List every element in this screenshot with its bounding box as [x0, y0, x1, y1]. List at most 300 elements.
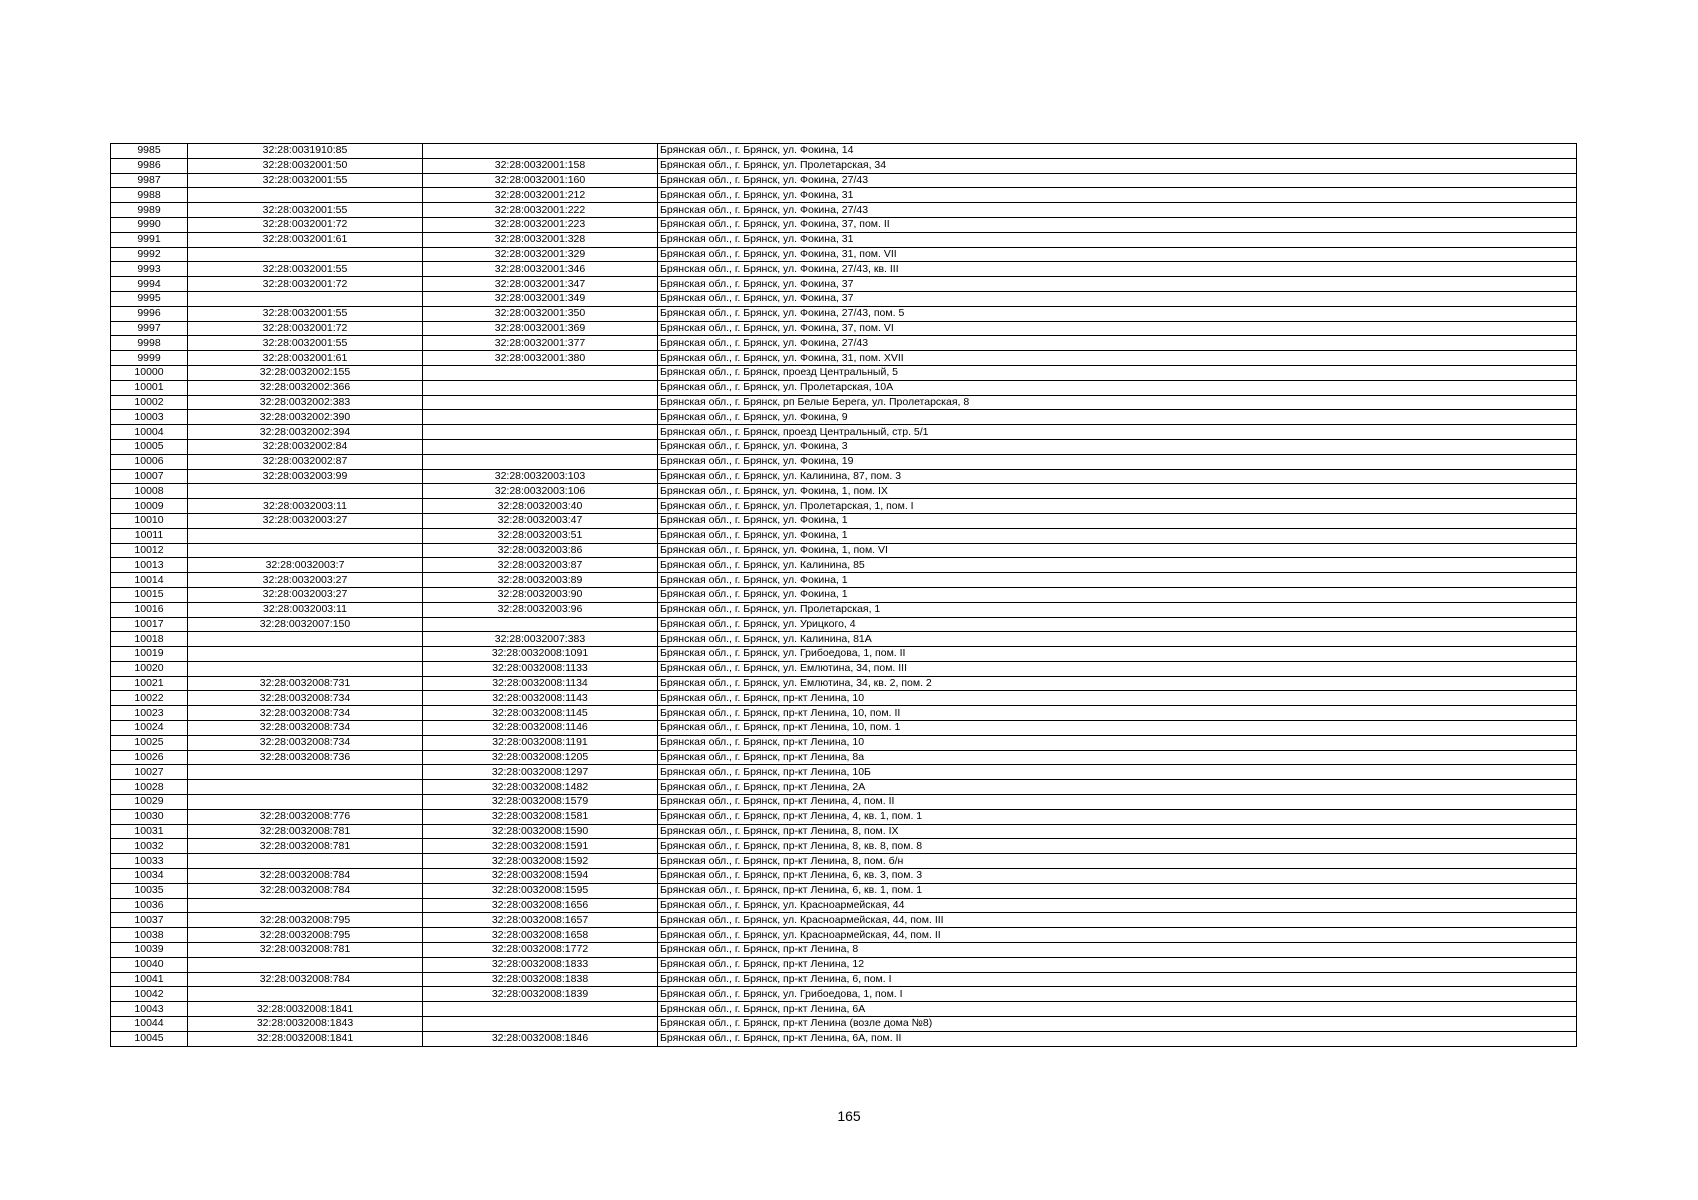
parcel-number-cell: 32:28:0032001:72: [188, 217, 423, 232]
row-number-cell: 9987: [111, 173, 188, 188]
row-number-cell: 10040: [111, 957, 188, 972]
address-cell: Брянская обл., г. Брянск, ул. Красноармейская, 44, пом. II: [658, 928, 1577, 943]
parcel-number-cell: 32:28:0032002:366: [188, 380, 423, 395]
row-number-cell: 10042: [111, 987, 188, 1002]
row-number-cell: 10001: [111, 380, 188, 395]
object-number-cell: 32:28:0032001:223: [423, 217, 658, 232]
row-number-cell: 9999: [111, 351, 188, 366]
address-cell: Брянская обл., г. Брянск, ул. Калинина, 81А: [658, 632, 1577, 647]
parcel-number-cell: 32:28:0032008:1841: [188, 1031, 423, 1046]
address-cell: Брянская обл., г. Брянск, ул. Емлютина, 34, кв. 2, пом. 2: [658, 676, 1577, 691]
table-row: [111, 869, 1577, 884]
object-number-cell: 32:28:0032001:329: [423, 247, 658, 262]
address-cell: Брянская обл., г. Брянск, пр-кт Ленина, 12: [658, 957, 1577, 972]
table-row: [111, 528, 1577, 543]
row-number-cell: 10026: [111, 750, 188, 765]
table-row: [111, 336, 1577, 351]
row-number-cell: 10041: [111, 972, 188, 987]
table-row: [111, 587, 1577, 602]
table-row: [111, 425, 1577, 440]
row-number-cell: 10017: [111, 617, 188, 632]
parcel-number-cell: 32:28:0032001:55: [188, 203, 423, 218]
address-cell: Брянская обл., г. Брянск, ул. Пролетарская, 1, пом. I: [658, 499, 1577, 514]
object-number-cell: 32:28:0032001:222: [423, 203, 658, 218]
row-number-cell: 10037: [111, 913, 188, 928]
object-number-cell: [423, 365, 658, 380]
address-cell: Брянская обл., г. Брянск, ул. Фокина, 14: [658, 144, 1577, 159]
table-row: [111, 158, 1577, 173]
table-row: [111, 735, 1577, 750]
object-number-cell: 32:28:0032001:212: [423, 188, 658, 203]
address-cell: Брянская обл., г. Брянск, ул. Пролетарская, 34: [658, 158, 1577, 173]
table-row: [111, 144, 1577, 159]
parcel-number-cell: [188, 661, 423, 676]
object-number-cell: 32:28:0032001:160: [423, 173, 658, 188]
parcel-number-cell: 32:28:0032008:734: [188, 721, 423, 736]
table-row: [111, 824, 1577, 839]
address-cell: Брянская обл., г. Брянск, ул. Фокина, 1, пом. VI: [658, 543, 1577, 558]
row-number-cell: 10014: [111, 573, 188, 588]
object-number-cell: 32:28:0032008:1145: [423, 706, 658, 721]
row-number-cell: 10032: [111, 839, 188, 854]
table-row: [111, 262, 1577, 277]
table-row: [111, 1031, 1577, 1046]
parcel-number-cell: 32:28:0032008:1841: [188, 1002, 423, 1017]
row-number-cell: 9991: [111, 232, 188, 247]
address-cell: Брянская обл., г. Брянск, пр-кт Ленина, 6А, пом. II: [658, 1031, 1577, 1046]
parcel-number-cell: 32:28:0032001:61: [188, 351, 423, 366]
address-cell: Брянская обл., г. Брянск, пр-кт Ленина, 2А: [658, 780, 1577, 795]
row-number-cell: 10018: [111, 632, 188, 647]
table-row: [111, 765, 1577, 780]
table-row: [111, 617, 1577, 632]
address-cell: Брянская обл., г. Брянск, пр-кт Ленина, 10: [658, 691, 1577, 706]
address-cell: Брянская обл., г. Брянск, ул. Фокина, 1, пом. IX: [658, 484, 1577, 499]
parcel-number-cell: [188, 898, 423, 913]
object-number-cell: 32:28:0032008:1146: [423, 721, 658, 736]
parcel-number-cell: 32:28:0032002:383: [188, 395, 423, 410]
row-number-cell: 9996: [111, 306, 188, 321]
parcel-number-cell: 32:28:0032008:795: [188, 913, 423, 928]
table-row: [111, 306, 1577, 321]
object-number-cell: 32:28:0032008:1482: [423, 780, 658, 795]
row-number-cell: 10027: [111, 765, 188, 780]
address-cell: Брянская обл., г. Брянск, пр-кт Ленина, 6, кв. 3, пом. 3: [658, 869, 1577, 884]
object-number-cell: 32:28:0032001:349: [423, 291, 658, 306]
object-number-cell: 32:28:0032003:106: [423, 484, 658, 499]
object-number-cell: 32:28:0032001:380: [423, 351, 658, 366]
table-row: [111, 499, 1577, 514]
address-cell: Брянская обл., г. Брянск, ул. Фокина, 27/43, пом. 5: [658, 306, 1577, 321]
row-number-cell: 10006: [111, 454, 188, 469]
object-number-cell: 32:28:0032008:1134: [423, 676, 658, 691]
table-row: [111, 395, 1577, 410]
row-number-cell: 10043: [111, 1002, 188, 1017]
row-number-cell: 10009: [111, 499, 188, 514]
row-number-cell: 10013: [111, 558, 188, 573]
table-row: [111, 217, 1577, 232]
parcel-number-cell: [188, 957, 423, 972]
address-cell: Брянская обл., г. Брянск, ул. Фокина, 31, пом. XVII: [658, 351, 1577, 366]
parcel-number-cell: [188, 247, 423, 262]
row-number-cell: 10033: [111, 854, 188, 869]
parcel-number-cell: 32:28:0032002:390: [188, 410, 423, 425]
table-row: [111, 573, 1577, 588]
table-row: [111, 484, 1577, 499]
row-number-cell: 10038: [111, 928, 188, 943]
table-body: [111, 144, 1577, 1047]
object-number-cell: [423, 1002, 658, 1017]
object-number-cell: 32:28:0032008:1594: [423, 869, 658, 884]
table-row: [111, 454, 1577, 469]
parcel-number-cell: [188, 484, 423, 499]
table-row: [111, 854, 1577, 869]
row-number-cell: 10016: [111, 602, 188, 617]
row-number-cell: 9990: [111, 217, 188, 232]
table-row: [111, 898, 1577, 913]
parcel-number-cell: 32:28:0032003:99: [188, 469, 423, 484]
parcel-number-cell: 32:28:0032007:150: [188, 617, 423, 632]
address-cell: Брянская обл., г. Брянск, ул. Фокина, 37, пом. II: [658, 217, 1577, 232]
table-row: [111, 365, 1577, 380]
table-row: [111, 987, 1577, 1002]
address-cell: Брянская обл., г. Брянск, пр-кт Ленина, 8, кв. 8, пом. 8: [658, 839, 1577, 854]
parcel-number-cell: [188, 291, 423, 306]
object-number-cell: 32:28:0032008:1772: [423, 943, 658, 958]
address-cell: Брянская обл., г. Брянск, ул. Фокина, 37: [658, 277, 1577, 292]
address-cell: Брянская обл., г. Брянск, ул. Калинина, 85: [658, 558, 1577, 573]
row-number-cell: 10024: [111, 721, 188, 736]
table-row: [111, 232, 1577, 247]
object-number-cell: 32:28:0032003:89: [423, 573, 658, 588]
address-cell: Брянская обл., г. Брянск, ул. Фокина, 31: [658, 188, 1577, 203]
address-cell: Брянская обл., г. Брянск, пр-кт Ленина, 4, пом. II: [658, 795, 1577, 810]
object-number-cell: 32:28:0032003:51: [423, 528, 658, 543]
object-number-cell: 32:28:0032001:350: [423, 306, 658, 321]
parcel-number-cell: 32:28:0032008:731: [188, 676, 423, 691]
table-row: [111, 928, 1577, 943]
object-number-cell: 32:28:0032001:377: [423, 336, 658, 351]
parcel-number-cell: 32:28:0032001:72: [188, 277, 423, 292]
object-number-cell: 32:28:0032001:328: [423, 232, 658, 247]
parcel-number-cell: 32:28:0032008:734: [188, 706, 423, 721]
table-row: [111, 957, 1577, 972]
row-number-cell: 9986: [111, 158, 188, 173]
address-cell: Брянская обл., г. Брянск, ул. Фокина, 37, пом. VI: [658, 321, 1577, 336]
table-row: [111, 809, 1577, 824]
parcel-number-cell: [188, 780, 423, 795]
table-row: [111, 839, 1577, 854]
object-number-cell: 32:28:0032003:86: [423, 543, 658, 558]
table-row: [111, 513, 1577, 528]
row-number-cell: 10008: [111, 484, 188, 499]
object-number-cell: [423, 425, 658, 440]
row-number-cell: 10031: [111, 824, 188, 839]
object-number-cell: [423, 454, 658, 469]
row-number-cell: 9989: [111, 203, 188, 218]
address-cell: Брянская обл., г. Брянск, ул. Фокина, 27/43: [658, 203, 1577, 218]
parcel-number-cell: 32:28:0032003:27: [188, 573, 423, 588]
row-number-cell: 10028: [111, 780, 188, 795]
object-number-cell: 32:28:0032008:1657: [423, 913, 658, 928]
address-cell: Брянская обл., г. Брянск, ул. Фокина, 31, пом. VII: [658, 247, 1577, 262]
table-row: [111, 203, 1577, 218]
parcel-number-cell: 32:28:0032003:7: [188, 558, 423, 573]
table-row: [111, 1017, 1577, 1032]
address-cell: Брянская обл., г. Брянск, проезд Центральный, стр. 5/1: [658, 425, 1577, 440]
object-number-cell: 32:28:0032008:1658: [423, 928, 658, 943]
address-cell: Брянская обл., г. Брянск, пр-кт Ленина, 8, пом. IX: [658, 824, 1577, 839]
parcel-number-cell: [188, 528, 423, 543]
parcel-number-cell: 32:28:0032008:1843: [188, 1017, 423, 1032]
row-number-cell: 10039: [111, 943, 188, 958]
page-number: 165: [837, 1108, 861, 1124]
parcel-number-cell: [188, 987, 423, 1002]
object-number-cell: 32:28:0032001:346: [423, 262, 658, 277]
row-number-cell: 10020: [111, 661, 188, 676]
parcel-number-cell: 32:28:0032002:155: [188, 365, 423, 380]
object-number-cell: 32:28:0032008:1591: [423, 839, 658, 854]
address-cell: Брянская обл., г. Брянск, ул. Фокина, 27/43, кв. III: [658, 262, 1577, 277]
table-row: [111, 913, 1577, 928]
parcel-number-cell: 32:28:0032008:784: [188, 869, 423, 884]
object-number-cell: [423, 617, 658, 632]
object-number-cell: 32:28:0032008:1297: [423, 765, 658, 780]
table-row: [111, 247, 1577, 262]
table-row: [111, 780, 1577, 795]
address-cell: Брянская обл., г. Брянск, ул. Фокина, 1: [658, 573, 1577, 588]
parcel-number-cell: 32:28:0032008:734: [188, 691, 423, 706]
address-cell: Брянская обл., г. Брянск, пр-кт Ленина, 8: [658, 943, 1577, 958]
address-cell: Брянская обл., г. Брянск, пр-кт Ленина, 4, кв. 1, пом. 1: [658, 809, 1577, 824]
table-row: [111, 883, 1577, 898]
object-number-cell: 32:28:0032008:1833: [423, 957, 658, 972]
object-number-cell: 32:28:0032008:1592: [423, 854, 658, 869]
row-number-cell: 10022: [111, 691, 188, 706]
table-row: [111, 795, 1577, 810]
address-cell: Брянская обл., г. Брянск, ул. Емлютина, 34, пом. III: [658, 661, 1577, 676]
parcel-number-cell: 32:28:0032001:55: [188, 173, 423, 188]
object-number-cell: [423, 144, 658, 159]
table-row: [111, 558, 1577, 573]
address-cell: Брянская обл., г. Брянск, пр-кт Ленина, 8а: [658, 750, 1577, 765]
table-row: [111, 380, 1577, 395]
parcel-number-cell: 32:28:0032003:11: [188, 499, 423, 514]
row-number-cell: 9994: [111, 277, 188, 292]
row-number-cell: 10007: [111, 469, 188, 484]
table-row: [111, 647, 1577, 662]
parcel-number-cell: 32:28:0032008:781: [188, 943, 423, 958]
table-row: [111, 469, 1577, 484]
parcel-number-cell: 32:28:0032001:55: [188, 262, 423, 277]
object-number-cell: 32:28:0032008:1590: [423, 824, 658, 839]
parcel-number-cell: 32:28:0032001:72: [188, 321, 423, 336]
table-row: [111, 632, 1577, 647]
table-row: [111, 543, 1577, 558]
table-row: [111, 1002, 1577, 1017]
object-number-cell: 32:28:0032008:1579: [423, 795, 658, 810]
object-number-cell: 32:28:0032003:87: [423, 558, 658, 573]
parcel-number-cell: 32:28:0032003:11: [188, 602, 423, 617]
object-number-cell: 32:28:0032003:103: [423, 469, 658, 484]
address-cell: Брянская обл., г. Брянск, пр-кт Ленина, 10, пом. II: [658, 706, 1577, 721]
address-cell: Брянская обл., г. Брянск, рп Белые Берега, ул. Пролетарская, 8: [658, 395, 1577, 410]
address-cell: Брянская обл., г. Брянск, ул. Фокина, 19: [658, 454, 1577, 469]
address-cell: Брянская обл., г. Брянск, пр-кт Ленина, 10, пом. 1: [658, 721, 1577, 736]
row-number-cell: 10012: [111, 543, 188, 558]
parcel-number-cell: [188, 765, 423, 780]
object-number-cell: 32:28:0032001:347: [423, 277, 658, 292]
row-number-cell: 10019: [111, 647, 188, 662]
row-number-cell: 9997: [111, 321, 188, 336]
object-number-cell: 32:28:0032008:1846: [423, 1031, 658, 1046]
table-row: [111, 661, 1577, 676]
address-cell: Брянская обл., г. Брянск, пр-кт Ленина, 6, кв. 1, пом. 1: [658, 883, 1577, 898]
address-cell: Брянская обл., г. Брянск, ул. Фокина, 27/43: [658, 173, 1577, 188]
object-number-cell: 32:28:0032003:90: [423, 587, 658, 602]
parcel-number-cell: [188, 795, 423, 810]
row-number-cell: 10030: [111, 809, 188, 824]
table-row: [111, 676, 1577, 691]
table-row: [111, 351, 1577, 366]
table-row: [111, 439, 1577, 454]
table-row: [111, 173, 1577, 188]
table-row: [111, 188, 1577, 203]
parcel-number-cell: 32:28:0032008:734: [188, 735, 423, 750]
row-number-cell: 10011: [111, 528, 188, 543]
object-number-cell: 32:28:0032008:1581: [423, 809, 658, 824]
object-number-cell: [423, 1017, 658, 1032]
row-number-cell: 10029: [111, 795, 188, 810]
address-cell: Брянская обл., г. Брянск, пр-кт Ленина, 10: [658, 735, 1577, 750]
row-number-cell: 10044: [111, 1017, 188, 1032]
address-cell: Брянская обл., г. Брянск, пр-кт Ленина, 6А: [658, 1002, 1577, 1017]
row-number-cell: 10005: [111, 439, 188, 454]
address-cell: Брянская обл., г. Брянск, пр-кт Ленина, 8, пом. б/н: [658, 854, 1577, 869]
parcel-number-cell: 32:28:0032008:781: [188, 824, 423, 839]
parcel-number-cell: [188, 647, 423, 662]
parcel-number-cell: 32:28:0032001:50: [188, 158, 423, 173]
row-number-cell: 10015: [111, 587, 188, 602]
parcel-number-cell: [188, 543, 423, 558]
object-number-cell: 32:28:0032008:1595: [423, 883, 658, 898]
parcel-number-cell: 32:28:0032002:87: [188, 454, 423, 469]
parcel-number-cell: 32:28:0032008:776: [188, 809, 423, 824]
object-number-cell: 32:28:0032008:1133: [423, 661, 658, 676]
object-number-cell: 32:28:0032001:158: [423, 158, 658, 173]
object-number-cell: 32:28:0032008:1839: [423, 987, 658, 1002]
parcel-number-cell: 32:28:0032008:795: [188, 928, 423, 943]
object-number-cell: 32:28:0032008:1838: [423, 972, 658, 987]
table-row: [111, 721, 1577, 736]
address-cell: Брянская обл., г. Брянск, пр-кт Ленина (возле дома №8): [658, 1017, 1577, 1032]
address-cell: Брянская обл., г. Брянск, проезд Центральный, 5: [658, 365, 1577, 380]
object-number-cell: [423, 439, 658, 454]
address-cell: Брянская обл., г. Брянск, ул. Урицкого, 4: [658, 617, 1577, 632]
row-number-cell: 10045: [111, 1031, 188, 1046]
object-number-cell: 32:28:0032007:383: [423, 632, 658, 647]
address-cell: Брянская обл., г. Брянск, ул. Красноармейская, 44, пом. III: [658, 913, 1577, 928]
object-number-cell: [423, 410, 658, 425]
address-cell: Брянская обл., г. Брянск, ул. Фокина, 9: [658, 410, 1577, 425]
object-number-cell: 32:28:0032008:1143: [423, 691, 658, 706]
object-number-cell: 32:28:0032003:47: [423, 513, 658, 528]
address-cell: Брянская обл., г. Брянск, ул. Фокина, 27/43: [658, 336, 1577, 351]
address-cell: Брянская обл., г. Брянск, ул. Фокина, 1: [658, 587, 1577, 602]
object-number-cell: [423, 380, 658, 395]
object-number-cell: 32:28:0032003:40: [423, 499, 658, 514]
row-number-cell: 9995: [111, 291, 188, 306]
row-number-cell: 10004: [111, 425, 188, 440]
parcel-number-cell: [188, 632, 423, 647]
row-number-cell: 10021: [111, 676, 188, 691]
parcel-number-cell: [188, 854, 423, 869]
parcel-number-cell: 32:28:0032002:84: [188, 439, 423, 454]
address-cell: Брянская обл., г. Брянск, пр-кт Ленина, 10Б: [658, 765, 1577, 780]
address-cell: Брянская обл., г. Брянск, ул. Калинина, 87, пом. 3: [658, 469, 1577, 484]
parcel-number-cell: 32:28:0032008:784: [188, 883, 423, 898]
table-row: [111, 943, 1577, 958]
table-row: [111, 321, 1577, 336]
parcel-number-cell: 32:28:0032003:27: [188, 513, 423, 528]
address-cell: Брянская обл., г. Брянск, ул. Пролетарская, 1: [658, 602, 1577, 617]
row-number-cell: 10034: [111, 869, 188, 884]
row-number-cell: 10003: [111, 410, 188, 425]
address-cell: Брянская обл., г. Брянск, пр-кт Ленина, 6, пом. I: [658, 972, 1577, 987]
parcel-number-cell: [188, 188, 423, 203]
table-row: [111, 602, 1577, 617]
parcel-number-cell: 32:28:0032008:781: [188, 839, 423, 854]
address-cell: Брянская обл., г. Брянск, ул. Грибоедова, 1, пом. I: [658, 987, 1577, 1002]
parcel-number-cell: 32:28:0032001:61: [188, 232, 423, 247]
address-cell: Брянская обл., г. Брянск, ул. Грибоедова, 1, пом. II: [658, 647, 1577, 662]
row-number-cell: 9998: [111, 336, 188, 351]
row-number-cell: 9988: [111, 188, 188, 203]
table-row: [111, 291, 1577, 306]
parcel-number-cell: 32:28:0032008:736: [188, 750, 423, 765]
parcel-number-cell: 32:28:0031910:85: [188, 144, 423, 159]
object-number-cell: [423, 395, 658, 410]
parcel-number-cell: 32:28:0032003:27: [188, 587, 423, 602]
object-number-cell: 32:28:0032008:1091: [423, 647, 658, 662]
row-number-cell: 9985: [111, 144, 188, 159]
address-cell: Брянская обл., г. Брянск, ул. Фокина, 1: [658, 528, 1577, 543]
row-number-cell: 9992: [111, 247, 188, 262]
parcel-number-cell: 32:28:0032002:394: [188, 425, 423, 440]
address-cell: Брянская обл., г. Брянск, ул. Фокина, 31: [658, 232, 1577, 247]
object-number-cell: 32:28:0032008:1656: [423, 898, 658, 913]
row-number-cell: 10036: [111, 898, 188, 913]
row-number-cell: 9993: [111, 262, 188, 277]
table-row: [111, 972, 1577, 987]
table-row: [111, 750, 1577, 765]
row-number-cell: 10025: [111, 735, 188, 750]
parcel-number-cell: 32:28:0032001:55: [188, 336, 423, 351]
object-number-cell: 32:28:0032003:96: [423, 602, 658, 617]
parcel-number-cell: 32:28:0032001:55: [188, 306, 423, 321]
address-cell: Брянская обл., г. Брянск, ул. Фокина, 37: [658, 291, 1577, 306]
row-number-cell: 10000: [111, 365, 188, 380]
row-number-cell: 10023: [111, 706, 188, 721]
row-number-cell: 10002: [111, 395, 188, 410]
address-cell: Брянская обл., г. Брянск, ул. Красноармейская, 44: [658, 898, 1577, 913]
cadastral-table: [110, 143, 1577, 1047]
table-row: [111, 691, 1577, 706]
row-number-cell: 10035: [111, 883, 188, 898]
object-number-cell: 32:28:0032008:1205: [423, 750, 658, 765]
parcel-number-cell: 32:28:0032008:784: [188, 972, 423, 987]
table-row: [111, 277, 1577, 292]
